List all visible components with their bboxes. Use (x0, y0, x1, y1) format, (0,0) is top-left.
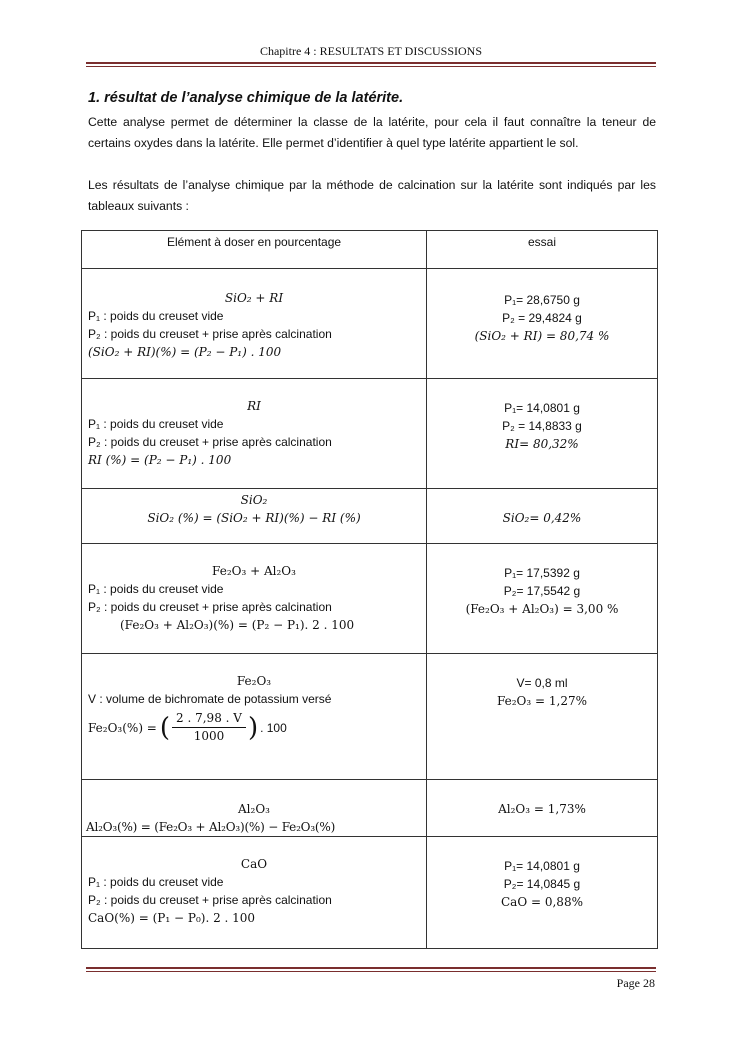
element-title: CaO (240, 857, 268, 871)
essai-cell (427, 379, 658, 489)
description-line: P₂ : poids du creuset + prise après calcination (88, 435, 332, 449)
description-line: P₁ : poids du creuset vide (88, 582, 224, 596)
fraction (172, 710, 246, 745)
essai-cell (427, 544, 658, 654)
essai-cell (427, 837, 658, 949)
formula: (Fe₂O₃ + Al₂O₃)(%) = (P₂ − P₁). 2 . 100 (120, 618, 355, 632)
result-line: P₂= 14,0845 g (503, 877, 581, 891)
fraction-formula (88, 710, 420, 745)
element-title: SiO₂ + RI (224, 291, 284, 305)
formula: (SiO₂ + RI)(%) = (P₂ − P₁) . 100 (88, 345, 282, 359)
formula: RI (%) = (P₂ − P₁) . 100 (88, 453, 232, 467)
analysis-table (81, 230, 658, 949)
result-line: Al₂O₃ = 1,73% (498, 802, 586, 816)
essai-cell (427, 654, 658, 780)
description-line: P₂ : poids du creuset + prise après calcination (88, 327, 332, 341)
element-cell (82, 837, 427, 949)
table-row (82, 544, 658, 654)
essai-cell (427, 269, 658, 379)
header-essai: essai (427, 231, 658, 269)
element-cell (82, 269, 427, 379)
result-line: P₂ = 29,4824 g (502, 311, 582, 325)
result-line: (Fe₂O₃ + Al₂O₃) = 3,00 % (465, 602, 619, 616)
result-line: Fe₂O₃ = 1,27% (496, 694, 588, 708)
result-line: RI= 80,32% (505, 437, 579, 451)
formula-tail: . 100 (260, 720, 287, 735)
header-rule-thin (86, 66, 656, 67)
description-line: P₁ : poids du creuset vide (88, 417, 224, 431)
element-cell (82, 544, 427, 654)
element-title: Fe₂O₃ (236, 674, 272, 688)
footer-rule (86, 967, 656, 969)
table-row (82, 837, 658, 949)
result-line: P₂ = 14,8833 g (502, 419, 582, 433)
table-row (82, 654, 658, 780)
essai-cell (427, 489, 658, 544)
result-line: (SiO₂ + RI) = 80,74 % (474, 329, 610, 343)
fraction-numerator: 2 . 7,98 . V (172, 710, 246, 728)
intro-paragraph: Cette analyse permet de déterminer la classe de la latérite, pour cela il faut connaître la teneur de certains oxydes dans la latérite. Elle permet d’identifier à quel type latérite appartient le sol. (88, 115, 656, 150)
element-cell (82, 379, 427, 489)
result-line: SiO₂= 0,42% (502, 511, 582, 525)
table-row (82, 780, 658, 837)
description-line: P₂ : poids du creuset + prise après calcination (88, 600, 332, 614)
element-title: Al₂O₃ (238, 802, 270, 816)
footer-rule-thin (86, 971, 656, 972)
element-cell (82, 654, 427, 780)
formula-lhs: Fe₂O₃(%) = (88, 720, 157, 735)
result-line: P₁= 17,5392 g (504, 566, 580, 580)
results-paragraph: Les résultats de l’analyse chimique par la méthode de calcination sur la latérite sont indiqués par les tableaux suivants : (88, 178, 656, 213)
description-line: P₁ : poids du creuset vide (88, 309, 224, 323)
formula: Al₂O₃(%) = (Fe₂O₃ + Al₂O₃)(%) − Fe₂O₃(%) (86, 820, 336, 834)
formula: SiO₂ (%) = (SiO₂ + RI)(%) − RI (%) (147, 511, 361, 525)
right-paren: ) (247, 712, 259, 743)
table-header-row (82, 231, 658, 269)
left-paren: ( (159, 712, 171, 743)
fraction-denominator: 1000 (193, 729, 225, 743)
element-cell (82, 489, 427, 544)
description-line: P₁ : poids du creuset vide (88, 875, 224, 889)
result-line: CaO = 0,88% (501, 895, 583, 909)
table-row (82, 269, 658, 379)
element-cell (82, 780, 427, 837)
header-rule (86, 62, 656, 64)
essai-cell (427, 780, 658, 837)
section-title: 1. résultat de l’analyse chimique de la latérite. (88, 90, 404, 106)
element-title: RI (247, 399, 261, 413)
page-number: Page 28 (616, 976, 655, 990)
description-line: P₂ : poids du creuset + prise après calcination (88, 893, 332, 907)
element-title: SiO₂ (240, 493, 268, 507)
element-title: Fe₂O₃ + Al₂O₃ (212, 564, 296, 578)
header-element: Elément à doser en pourcentage (82, 231, 427, 269)
result-line: P₁= 14,0801 g (504, 401, 580, 415)
formula: CaO(%) = (P₁ − P₀). 2 . 100 (88, 911, 256, 925)
chapter-header: Chapitre 4 : RESULTATS ET DISCUSSIONS (259, 44, 483, 58)
table-row (82, 489, 658, 544)
description-line: V : volume de bichromate de potassium versé (88, 692, 332, 706)
result-line: P₁= 14,0801 g (504, 859, 580, 873)
table-row (82, 379, 658, 489)
result-line: V= 0,8 ml (516, 676, 568, 690)
result-line: P₂= 17,5542 g (503, 584, 581, 598)
result-line: P₁= 28,6750 g (504, 293, 580, 307)
